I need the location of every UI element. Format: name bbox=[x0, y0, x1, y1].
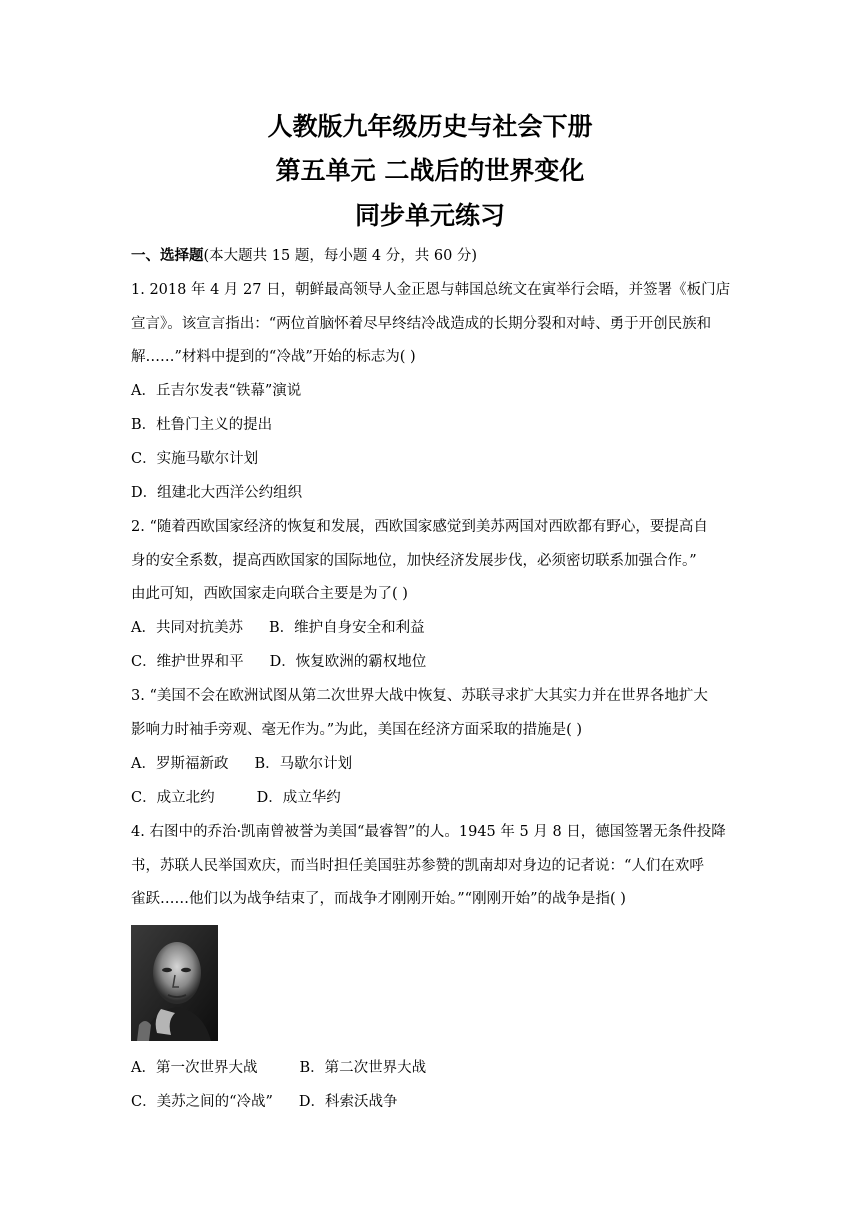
section-note: (本大题共 15 题，每小题 4 分，共 60 分) bbox=[203, 248, 478, 264]
section-heading: 一、选择题 bbox=[131, 247, 204, 264]
question-4-option-d[interactable]: D．科索沃战争 bbox=[298, 1094, 398, 1110]
section-header bbox=[131, 246, 477, 266]
question-3-option-a[interactable]: A．罗斯福新政 bbox=[131, 756, 229, 772]
question-3-line-1: 3. “美国不会在欧洲试图从第二次世界大战中恢复、苏联寻求扩大其实力并在世界各地扩大 bbox=[131, 688, 708, 704]
question-4-option-b[interactable]: B．第二次世界大战 bbox=[299, 1060, 427, 1076]
question-3-options-row-1 bbox=[131, 754, 352, 774]
question-2-options-row-2 bbox=[131, 652, 426, 672]
question-2-option-b[interactable]: B．维护自身安全和利益 bbox=[268, 620, 425, 636]
question-2-option-d[interactable]: D．恢复欧洲的霸权地位 bbox=[269, 654, 427, 670]
question-2-option-a[interactable]: A．共同对抗美苏 bbox=[131, 620, 243, 636]
title-line-1: 人教版九年级历史与社会下册 bbox=[267, 112, 593, 141]
question-4-option-c[interactable]: C．美苏之间的“冷战” bbox=[131, 1094, 273, 1110]
question-1-option-d[interactable]: D．组建北大西洋公约组织 bbox=[131, 485, 303, 501]
question-2-line-2: 身的安全系数，提高西欧国家的国际地位，加快经济发展步伐，必须密切联系加强合作。” bbox=[131, 553, 697, 569]
question-2-option-c[interactable]: C．维护世界和平 bbox=[131, 654, 244, 670]
question-1-option-b[interactable]: B．杜鲁门主义的提出 bbox=[131, 417, 273, 433]
question-3-option-d[interactable]: D．成立华约 bbox=[256, 790, 341, 806]
question-4-line-3: 雀跃……他们以为战争结束了，而战争才刚刚开始。”“刚刚开始”的战争是指( ) bbox=[131, 891, 626, 907]
question-4-options-row-2 bbox=[131, 1092, 398, 1112]
question-3-line-2: 影响力时袖手旁观、毫无作为。”为此，美国在经济方面采取的措施是( ) bbox=[131, 722, 583, 738]
question-1-line-2: 宣言》。该宣言指出：“两位首脑怀着尽早终结冷战造成的长期分裂和对峙、勇于开创民族和 bbox=[131, 316, 712, 332]
question-4-options-row-1 bbox=[131, 1058, 426, 1078]
question-1-option-c[interactable]: C．实施马歇尔计划 bbox=[131, 451, 259, 467]
question-3-option-b[interactable]: B．马歇尔计划 bbox=[254, 756, 353, 772]
question-1-line-3: 解……”材料中提到的“冷战”开始的标志为( ) bbox=[131, 349, 416, 365]
question-4-line-2: 书，苏联人民举国欢庆，而当时担任美国驻苏参赞的凯南却对身边的记者说：“人们在欢呼 bbox=[131, 858, 704, 874]
portrait-photo bbox=[131, 925, 218, 1041]
portrait-illustration bbox=[131, 925, 218, 1041]
question-2-options-row-1 bbox=[131, 618, 425, 638]
question-4-option-a[interactable]: A．第一次世界大战 bbox=[131, 1060, 258, 1076]
question-3-option-c[interactable]: C．成立北约 bbox=[131, 790, 215, 806]
question-1-line-1: 1. 2018 年 4 月 27 日，朝鲜最高领导人金正恩与韩国总统文在寅举行会晤，并签署《板门店 bbox=[131, 282, 731, 298]
question-4-line-1: 4. 右图中的乔治·凯南曾被誉为美国“最睿智”的人。1945 年 5 月 8 日，德国签署无条件投降 bbox=[131, 824, 726, 840]
question-2-line-1: 2. “随着西欧国家经济的恢复和发展，西欧国家感觉到美苏两国对西欧都有野心，要提高自 bbox=[131, 519, 708, 535]
question-2-line-3: 由此可知，西欧国家走向联合主要是为了( ) bbox=[131, 586, 408, 602]
title-line-3: 同步单元练习 bbox=[354, 201, 505, 230]
title-line-2: 第五单元 二战后的世界变化 bbox=[275, 156, 585, 185]
question-1-option-a[interactable]: A．丘吉尔发表“铁幕”演说 bbox=[131, 383, 302, 399]
question-3-options-row-2 bbox=[131, 788, 341, 808]
